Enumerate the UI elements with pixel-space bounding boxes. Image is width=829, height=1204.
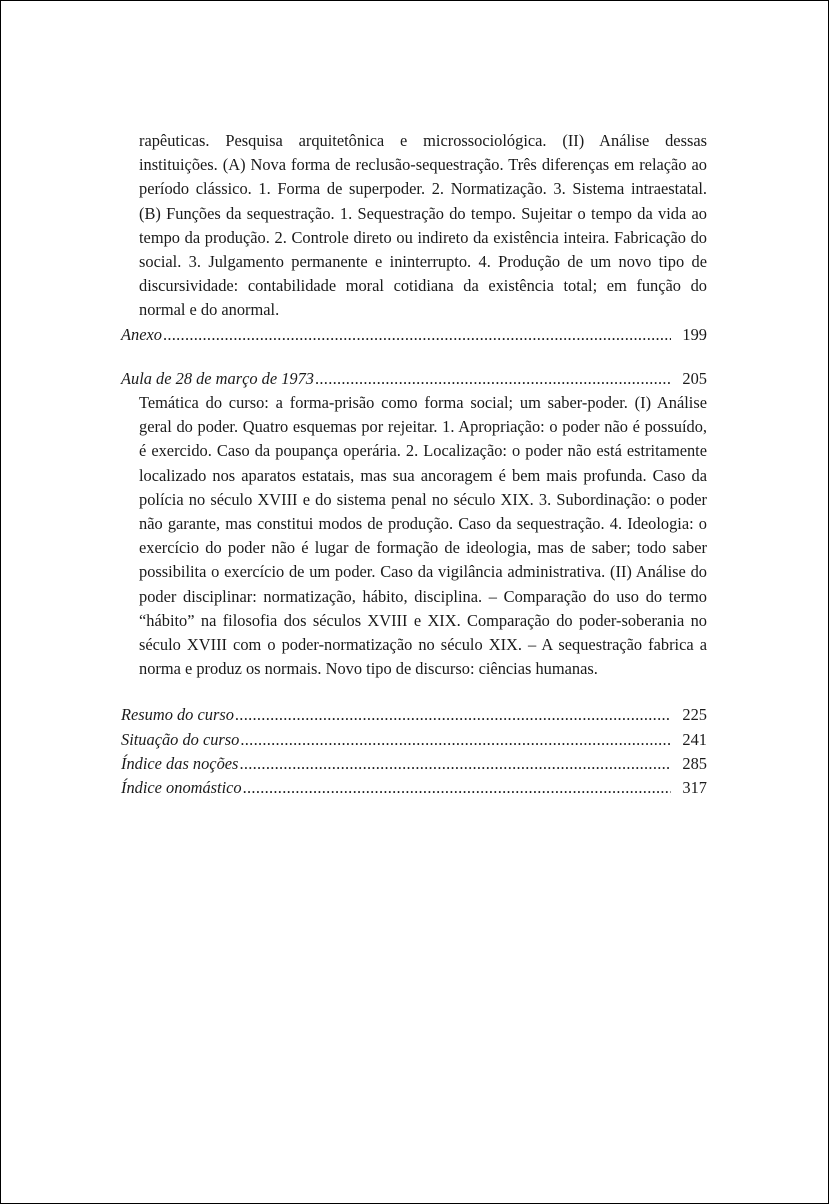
dot-leader	[242, 776, 671, 800]
toc-entry-title: Aula de 28 de março de 1973	[121, 368, 315, 388]
dot-leader	[314, 367, 671, 391]
toc-entry-situacao-do-curso[interactable]	[121, 728, 707, 752]
dot-leader	[162, 323, 671, 347]
spacer	[121, 681, 707, 703]
toc-entry-page: 199	[682, 324, 707, 344]
dot-leader	[234, 703, 671, 727]
toc-entry-page: 285	[682, 753, 707, 773]
toc-entry-title: Resumo do curso	[121, 705, 234, 725]
toc-entry-title: Situação do curso	[121, 729, 240, 749]
toc-entry-title: Índice onomástico	[121, 778, 242, 798]
dot-leader	[238, 752, 671, 776]
continued-summary-paragraph: rapêuticas. Pesquisa arquitetônica e microssociológica. (II) Análise dessas instituições. (A) Nova forma de reclusão-sequestração. Três diferenças em relação ao período clássico. 1. Forma de superpoder. 2. Normatização. 3. Sistema intraestatal. (B) Funções da sequestração. 1. Sequestração do tempo. Sujeitar o tempo da vida ao tempo da produção. 2. Controle direto ou indireto da existência inteira. Fabricação do social. 3. Julgamento permanente e ininterrupto. 4. Produção de um novo tipo de discursividade: contabilidade moral cotidiana da existência total; em função do normal e do anormal.	[139, 131, 707, 320]
toc-entry-resumo-do-curso[interactable]	[121, 703, 707, 727]
toc-entry-title: Anexo	[121, 324, 162, 344]
toc-entry-title: Índice das noções	[121, 753, 239, 773]
spacer	[121, 347, 707, 367]
toc-entry-aula-28-marco-1973[interactable]	[121, 367, 707, 391]
toc-entry-indice-das-nocoes[interactable]	[121, 752, 707, 776]
lecture-summary-paragraph: Temática do curso: a forma-prisão como forma social; um saber-poder. (I) Análise geral do poder. Quatro esquemas por rejeitar. 1. Apropriação: o poder não é possuído, é exercido. Caso da poupança operária. 2. Localização: o poder não está estritamente localizado nos aparatos estatais, mas sua ancoragem é bem mais profunda. Caso da polícia no século XVIII e do sistema penal no século XIX. 3. Subordinação: o poder não garante, mas constitui modos de produção. Caso da sequestração. 4. Ideologia: o exercício do poder não é lugar de formação de ideologia, mas de saber; todo saber possibilita o exercício de um poder. Caso da vigilância administrativa. (II) Análise do poder disciplinar: normatização, hábito, disciplina. – Comparação do uso do termo “hábito” na filosofia dos séculos XVIII e XIX. Comparação do poder-soberania no século XVIII com o poder-normatização no século XIX. – A sequestração fabrica a norma e produz os normais. Novo tipo de discurso: ciências humanas.	[139, 393, 707, 679]
toc-entry-page: 241	[682, 729, 707, 749]
toc-entry-anexo[interactable]	[121, 323, 707, 347]
toc-entry-page: 225	[682, 705, 707, 725]
toc-entry-page: 317	[682, 778, 707, 798]
toc-entry-page: 205	[682, 368, 707, 388]
dot-leader	[239, 728, 671, 752]
table-of-contents	[121, 129, 707, 800]
toc-entry-indice-onomastico[interactable]	[121, 776, 707, 800]
